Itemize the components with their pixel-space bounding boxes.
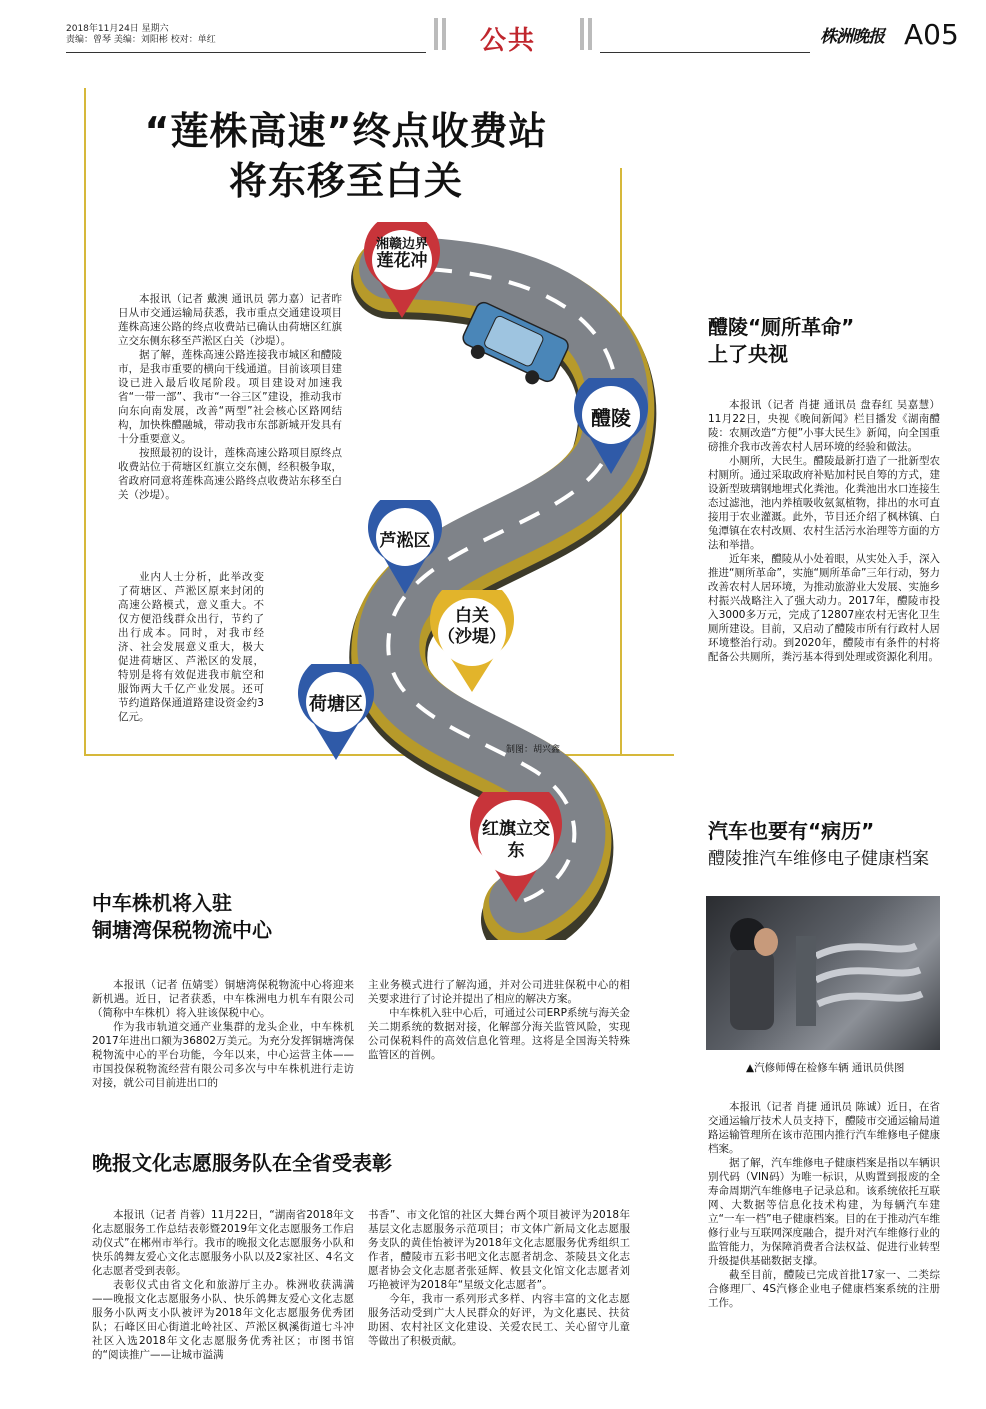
photo-caption: ▲汽修师傅在检修车辆 通讯员供图 [746, 1062, 905, 1074]
pin-hongqi [466, 792, 566, 904]
volunteer-article-col2 [368, 1208, 630, 1348]
date-line: 2018年11月24日 星期六 [66, 24, 169, 34]
pin-baiguan-line1: 白关 [455, 606, 489, 626]
crrc-paragraph: 作为我市轨道交通产业集群的龙头企业，中车株机2017年进出口额为36802万美元。为充分发挥铜塘湾保税物流中心的平台功能，今年以来，中心运营主体——市国投保税物流经营有限公司多次与中车株机进行走访对接，就公司目前进出口的 [92, 1021, 354, 1089]
lead-headline [96, 106, 596, 206]
toilet-headline-line1: 醴陵“厕所革命” [708, 315, 855, 339]
toilet-paragraph: 近年来，醴陵从小处着眼，从实处入手，深入推进“厕所革命”，实施“厕所革命”三年行动，努力改善农村人居环境，为推动旅游业大发展、实施乡村振兴战略注入了强大动力。2017年，醴陵市投入3000多万元，完成了12807座农村无害化卫生厕所建设。目前，又启动了醴陵市所有行政村人居环境整治行动。到2020年，醴陵市有条件的村将配备公共厕所，粪污基本得到处理或资源化利用。 [708, 553, 940, 663]
volunteer-headline: 晚报文化志愿服务队在全省受表彰 [92, 1151, 392, 1175]
section-title: 公共 [480, 26, 537, 56]
pin-lianhuachong-line2: 莲花冲 [376, 251, 428, 271]
car-paragraph: 据了解，汽车维修电子健康档案是指以车辆识别代码（VIN码）为唯一标识，从购置到报废的全寿命周期汽车维修电子记录总和。该系统依托互联网、大数据等信息化技术构建，为每辆汽车建立“一车一档”电子健康档案。目的在于推动汽车维修行业与互联网深度融合，提升对汽车维修行业的监管能力，为保障消费者合法权益、促进行业转型升级提供基础数据支撑。 [708, 1157, 940, 1267]
volunteer-paragraph: 本报讯（记者 肖蓉）11月22日，“湖南省2018年文化志愿服务工作总结表彰暨2019年文化志愿服务工作启动仪式”在郴州市举行。我市的晚报文化志愿服务小队和快乐鸽舞友爱心文化志愿服务小队以及2家社区、4名文化志愿者受到表彰。 [92, 1209, 354, 1277]
car-subheadline: 醴陵推汽车维修电子健康档案 [708, 849, 929, 869]
toilet-article-text [708, 398, 940, 664]
car-headline: 汽车也要有“病历” [708, 819, 875, 843]
toilet-paragraph: 本报讯（记者 肖捷 通讯员 盘春红 吴嘉慧）11月22日，央视《晚间新闻》栏目播发《湖南醴陵：农厕改造“方便”小事大民生》新闻，向全国重磅推介我市改善农村人居环境的经验和做法。 [708, 399, 940, 453]
toilet-headline-line2: 上了央视 [708, 342, 788, 366]
crrc-paragraph: 中车株机入驻中心后，可通过公司ERP系统与海关金关二期系统的数据对接，化解部分海关监管风险，实现公司保税料件的高效信息化管理。这将是全国海关特殊监管区的首例。 [368, 1007, 630, 1061]
crrc-article-col1 [92, 978, 354, 1090]
frame-left [84, 88, 86, 754]
pin-baiguan [428, 590, 516, 694]
pin-hetang-label: 荷塘区 [309, 694, 363, 715]
volunteer-paragraph: 今年，我市一系列形式多样、内容丰富的文化志愿服务活动受到广大人民群众的好评，为文化惠民、扶贫助困、农村社区文化建设、关爱农民工、关心留守儿童等做出了积极贡献。 [368, 1293, 630, 1347]
crrc-continued-text: 主业务模式进行了解沟通，并对公司进驻保税中心的相关要求进行了讨论并提出了相应的解决方案。 [368, 979, 630, 1005]
header-rule-left [66, 52, 426, 53]
volunteer-article-col1 [92, 1208, 354, 1362]
lead-paragraph: 业内人士分析，此举改变了荷塘区、芦淞区原来封闭的高速公路模式，意义重大。不仅方便沿线群众出行，节约了出行成本。同时，对我市经济、社会发展意义重大，极大促进荷塘区、芦淞区的发展，特别是将有效促进我市航空和服饰两大千亿产业发展。还可节约道路保通道路建设资金约3亿元。 [118, 571, 264, 723]
lead-article-text [118, 292, 342, 502]
lead-headline-line1: “莲株高速”终点收费站 [144, 109, 548, 153]
toilet-paragraph: 小厕所，大民生。醴陵最新打造了一批新型农村厕所。通过采取政府补贴加村民自筹的方式，建设新型玻璃钢地埋式化粪池。化粪池出水口连接生态过滤池，池内养植吸收氨氮植物，排出的水可直接用于农业灌溉。此外，节目还介绍了枫林镇、白兔潭镇在农村改厕、农村生活污水治理等方面的方法和举措。 [708, 455, 940, 551]
pin-hetang [296, 664, 376, 762]
car-paragraph: 截至目前，醴陵已完成首批17家一、二类综合修理厂、4S汽修企业电子健康档案系统的注册工作。 [708, 1269, 940, 1309]
staff-line: 责编：曾琴 美编：刘阳彬 校对：单红 [66, 35, 216, 45]
pin-hongqi-line1: 红旗立交 [482, 819, 550, 839]
crrc-headline-line2: 铜塘湾保税物流中心 [92, 918, 272, 942]
toilet-headline [708, 314, 948, 368]
mechanic-photo [706, 896, 940, 1050]
pin-lianhuachong [362, 222, 442, 320]
map-credit: 制图：胡兴鑫 [506, 745, 561, 755]
lead-paragraph: 据了解，莲株高速公路连接我市城区和醴陵市，是我市重要的横向干线通道。目前该项目建设已进入最后收尾阶段。项目建设对加速我省“一带一部”、我市“一谷三区”建设，推动我市向东向南发展，改善“两型”社会核心区路网结构，加快株醴融城，带动我市东部新城开发具有十分重要意义。 [118, 349, 342, 445]
car-paragraph: 本报讯（记者 肖捷 通讯员 陈诚）近日，在省交通运输厅技术人员支持下，醴陵市交通运输局道路运输管理所在该市范围内推行汽车维修电子健康档案。 [708, 1101, 940, 1155]
photo-illustration [706, 896, 940, 1050]
lead-article-text-cont [118, 570, 264, 724]
crrc-headline-line1: 中车株机将入驻 [92, 891, 232, 915]
volunteer-continued-text: 书香”、市文化馆的社区大舞台两个项目被评为2018年基层文化志愿服务示范项目；市文体广新局文化志愿服务支队的黄佳怡被评为2018年文化志愿服务优秀组织工作者，醴陵市五彩书吧文化志愿者胡念、茶陵县文化志愿者协会文化志愿者张延辉、攸县文化馆文化志愿者刘巧艳被评为2018年“星级文化志愿者”。 [368, 1209, 630, 1291]
pin-liling-label: 醴陵 [591, 406, 631, 430]
crrc-headline [92, 890, 272, 944]
lead-paragraph: 按照最初的设计，莲株高速公路项目原终点收费站位于荷塘区红旗立交东侧，经积极争取，省政府同意将莲株高速公路终点收费站东移至白关（沙堤）。 [118, 447, 342, 501]
pin-lusong-label: 芦淞区 [379, 531, 431, 551]
car-article-text [708, 1100, 940, 1310]
header-meta [66, 24, 216, 46]
pin-hongqi-line2: 东 [507, 841, 525, 861]
pin-baiguan-line2: （沙堤） [438, 627, 506, 647]
lead-headline-line2: 将东移至白关 [228, 159, 463, 203]
pin-liling [572, 378, 650, 476]
pin-lusong [366, 500, 444, 596]
lead-paragraph: 本报讯（记者 戴澳 通讯员 郭力嘉）记者昨日从市交通运输局获悉，我市重点交通建设项目莲株高速公路的终点收费站已确认由荷塘区红旗立交东侧东移至芦淞区白关（沙堤）。 [118, 293, 342, 347]
crrc-paragraph: 本报讯（记者 伍婧雯）铜塘湾保税物流中心将迎来新机遇。近日，记者获悉，中车株洲电力机车有限公司（简称中车株机）将入驻该保税中心。 [92, 979, 354, 1019]
newspaper-logo: 株洲晚报 [820, 27, 884, 47]
crrc-article-col2 [368, 978, 630, 1062]
page-number: A05 [904, 18, 959, 51]
pin-lianhuachong-line1: 湘赣边界 [375, 237, 428, 252]
header-rule-right [600, 52, 810, 53]
volunteer-paragraph: 表彰仪式由省文化和旅游厅主办。株洲收获满满——晚报文化志愿服务小队、快乐鸽舞友爱心文化志愿服务小队两支小队被评为2018年文化志愿服务优秀团队；石峰区田心街道北岭社区、芦淞区枫溪街道七斗冲社区入选2018年文化志愿服务优秀社区；市图书馆的“阅读推广——让城市溢满 [92, 1279, 354, 1361]
